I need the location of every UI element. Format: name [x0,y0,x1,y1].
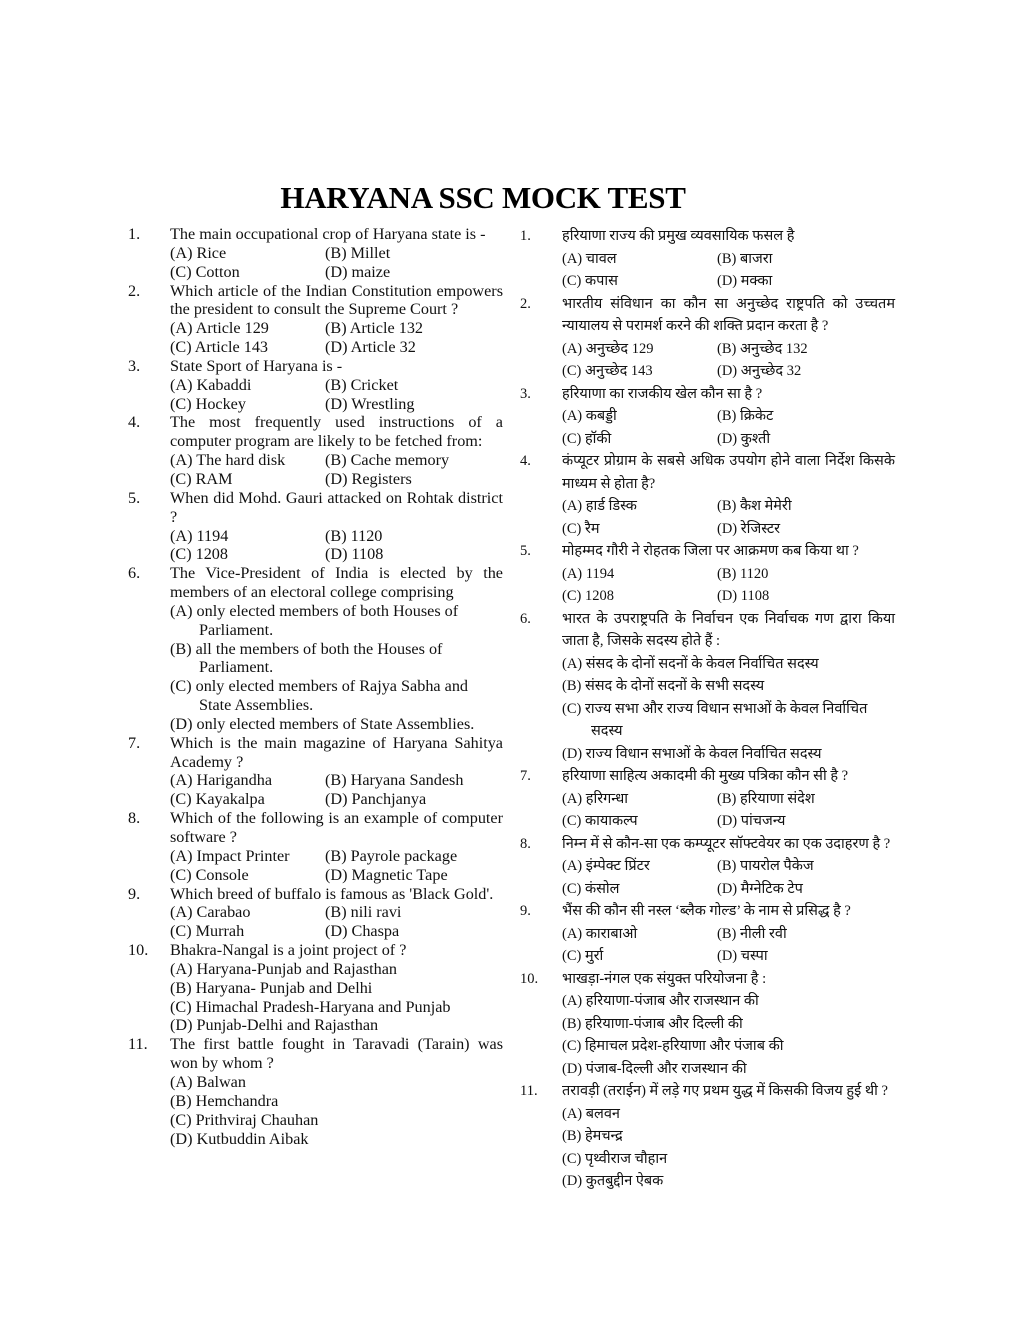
answer-option: (B) हरियाणा संदेश [717,790,815,807]
question-number: 2. [520,295,531,312]
question-item [128,564,503,734]
answer-option: (D) Article 32 [325,338,416,357]
answer-option: (A) बलवन [562,1105,620,1122]
answer-option: (C) कपास [562,273,618,289]
answer-option: (C) Kayakalpa [170,790,265,809]
question-text: हरियाणा साहित्य अकादमी की मुख्य पत्रिका कौन सी है ? [562,768,849,784]
question-item [520,833,895,901]
answer-option: (D) मक्का [717,273,773,289]
answer-option: (D) पांचजन्य [717,813,786,829]
answer-option: (C) हॉकी [562,430,612,447]
answer-option: (B) Payrole package [325,846,458,865]
question-text: The most frequently used instructions of a computer program are likely to be fetched from: [170,413,503,451]
question-text: Which article of the Indian Constitution empowers the president to consult the Supreme Court ? [170,281,503,319]
answer-option: (D) Wrestling [325,394,415,413]
options-group [562,338,895,383]
answer-option: (C) Console [170,865,249,884]
question-text: The first battle fought in Taravadi (Tarain) was won by whom ? [170,1035,503,1073]
answer-option: (B) नीली रवी [717,925,787,942]
answer-option: (B) क्रिकेट [717,408,774,424]
answer-option: (D) चस्पा [717,948,768,964]
answer-option: (D) Panchjanya [325,790,427,809]
question-number: 5. [520,543,531,559]
question-item [520,383,895,451]
page-title: HARYANA SSC MOCK TEST [280,180,686,215]
options-group [170,960,503,1035]
answer-option: (B) बाजरा [717,250,773,267]
answer-option: (B) संसद के दोनों सदनों के सभी सदस्य [562,678,765,694]
answer-option: (A) Article 129 [170,319,269,338]
answer-option: (B) कैश मेमेरी [717,498,792,514]
answer-option: (B) 1120 [325,526,383,545]
question-text: When did Mohd. Gauri attacked on Rohtak district ? [170,488,503,526]
question-number: 7. [128,733,141,752]
answer-option: (B) हरियाणा-पंजाब और दिल्ली की [562,1015,743,1032]
answer-option: (B) Hemchandra [170,1091,279,1110]
answer-option: (A) कबड्डी [562,408,617,424]
answer-option: (D) Chaspa [325,922,400,941]
options-group [562,923,895,968]
english-column [128,225,503,1148]
answer-option: (A) चावल [562,250,617,267]
answer-option: (C) पृथ्वीराज चौहान [562,1150,668,1167]
question-number: 9. [520,903,531,919]
options-group [562,405,895,450]
question-item [520,608,895,766]
question-text: तरावड़ी (तराईन) में लड़े गए प्रथम युद्ध में किसकी विजय हुई थी ? [562,1083,888,1099]
answer-option: (C) कंसोल [562,880,620,897]
question-number: 11. [520,1083,538,1099]
answer-option: (A) Harigandha [170,771,273,790]
answer-option: (C) कायाकल्प [562,813,638,829]
options-group [170,376,503,414]
answer-option: (B) Haryana- Punjab and Delhi [170,978,373,997]
question-item [520,765,895,833]
options-group [562,1103,895,1193]
answer-option: (D) मैग्नेटिक टेप [717,880,803,897]
question-number: 3. [128,356,141,375]
question-text: State Sport of Haryana is - [170,356,343,375]
answer-option: (D) कुतबुद्दीन ऐबक [562,1173,664,1189]
answer-option: (A) काराबाओ [562,925,638,942]
question-text: भारतीय संविधान का कौन सा अनुच्छेद राष्ट्रपति को उच्चतम न्यायालय से परामर्श करने की शक्ति प्रदान करता है ? [562,295,895,334]
question-item [520,968,895,1081]
answer-option: (B) Cache memory [325,451,450,470]
answer-option: (B) पायरोल पैकेज [717,858,814,874]
answer-option: (D) अनुच्छेद 32 [717,363,802,379]
answer-option: (C) only elected members of Rajya Sabha and State Assemblies. [170,677,469,715]
answer-option: (A) Carabao [170,903,251,922]
question-number: 6. [128,564,141,583]
question-text: हरियाणा का राजकीय खेल कौन सा है ? [562,385,763,402]
options-group [170,1073,503,1148]
answer-option: (C) 1208 [170,545,228,564]
options-group [170,771,503,809]
answer-option: (A) Balwan [170,1072,246,1091]
question-text: भैंस की कौन सी नस्ल ‘ब्लैक गोल्ड’ के नाम से प्रसिद्ध है ? [562,903,851,919]
question-text: निम्न में से कौन-सा एक कम्प्यूटर सॉफ्टवेयर का एक उदाहरण है ? [562,835,891,852]
question-item [128,941,503,1035]
answer-option: (C) Prithviraj Chauhan [170,1110,319,1129]
options-group [170,847,503,885]
question-item [128,489,503,564]
answer-option: (A) only elected members of both Houses of Parliament. [170,601,459,639]
answer-option: (B) अनुच्छेद 132 [717,340,808,357]
answer-option: (C) अनुच्छेद 143 [562,363,653,379]
question-text: हरियाणा राज्य की प्रमुख व्यवसायिक फसल है [562,228,795,244]
question-number: 10. [520,970,539,987]
answer-option: (A) 1194 [562,565,615,582]
answer-option: (C) मुर्रा [562,948,604,964]
answer-option: (B) nili ravi [325,903,402,922]
answer-option: (A) हार्ड डिस्क [562,498,637,514]
question-item [520,900,895,968]
question-item [128,734,503,809]
options-group [170,451,503,489]
question-text: Which is the main magazine of Haryana Sahitya Academy ? [170,733,503,771]
question-number: 3. [520,385,531,402]
question-item [520,450,895,540]
options-group [562,855,895,900]
answer-option: (A) अनुच्छेद 129 [562,340,654,357]
answer-option: (C) Hockey [170,394,246,413]
options-group [170,319,503,357]
question-item [128,357,503,414]
answer-option: (A) 1194 [170,526,229,545]
answer-option: (A) Kabaddi [170,375,252,394]
question-text: The main occupational crop of Haryana state is - [170,225,486,243]
question-number: 1. [520,228,531,244]
answer-option: (B) Haryana Sandesh [325,771,464,790]
answer-option: (D) Kutbuddin Aibak [170,1129,309,1148]
answer-option: (C) Cotton [170,262,240,281]
question-text: The Vice-President of India is elected by the members of an electoral college comprising [170,564,503,602]
answer-option: (A) The hard disk [170,451,286,470]
options-group [562,788,895,833]
question-item [128,809,503,884]
options-group [170,602,503,734]
question-text: Which breed of buffalo is famous as 'Black Gold'. [170,884,494,903]
question-number: 5. [128,488,141,507]
answer-option: (A) संसद के दोनों सदनों के केवल निर्वाचित सदस्य [562,655,819,672]
answer-option: (D) राज्य विधान सभाओं के केवल निर्वाचित सदस्य [562,745,822,762]
question-item [520,293,895,383]
answer-option: (C) Article 143 [170,338,269,357]
question-item [128,413,503,488]
answer-option: (D) maize [325,262,391,281]
answer-option: (D) Punjab-Delhi and Rajasthan [170,1016,379,1035]
options-group [562,248,895,293]
options-group [562,990,895,1080]
answer-option: (B) all the members of both the Houses of Parliament. [170,639,443,677]
answer-option: (D) 1108 [325,545,384,564]
answer-option: (A) इंम्पेक्ट प्रिंटर [562,858,650,874]
question-text: मोहम्मद गौरी ने रोहतक जिला पर आक्रमण कब किया था ? [562,543,859,559]
options-group [170,244,503,282]
answer-option: (C) राज्य सभा और राज्य विधान सभाओं के केवल निर्वाचित सदस्य [562,700,868,739]
question-number: 8. [128,809,141,828]
answer-option: (D) पंजाब-दिल्ली और राजस्थान की [562,1060,747,1077]
answer-option: (D) रेजिस्टर [717,520,781,537]
question-number: 11. [128,1035,148,1054]
question-number: 7. [520,768,531,784]
answer-option: (B) Article 132 [325,319,424,338]
question-text: कंप्यूटर प्रोग्राम के सबसे अधिक उपयोग होने वाला निर्देश किसके माध्यम से होता है? [562,453,895,492]
answer-option: (D) Magnetic Tape [325,865,448,884]
answer-option: (C) RAM [170,469,233,488]
question-number: 2. [128,281,141,300]
answer-option: (A) Haryana-Punjab and Rajasthan [170,959,397,978]
answer-option: (A) हरियाणा-पंजाब और राजस्थान की [562,993,759,1009]
answer-option: (A) हरिगन्धा [562,790,628,807]
question-number: 6. [520,610,531,627]
options-group [170,527,503,565]
question-text: भाखड़ा-नंगल एक संयुक्त परियोजना है : [562,970,767,987]
answer-option: (C) हिमाचल प्रदेश-हरियाणा और पंजाब की [562,1038,784,1054]
question-number: 4. [520,453,531,469]
answer-option: (D) कुश्ती [717,430,771,447]
options-group [562,495,895,540]
question-number: 10. [128,941,149,960]
answer-option: (C) 1208 [562,588,614,604]
answer-option: (A) Rice [170,243,227,262]
hindi-column [520,225,895,1193]
answer-option: (D) only elected members of State Assemblies. [170,714,475,733]
question-text: भारत के उपराष्ट्रपति के निर्वाचन एक निर्वाचक गण द्वारा किया जाता है, जिसके सदस्य होते हैं : [562,610,895,649]
question-item [128,282,503,357]
answer-option: (D) Registers [325,469,412,488]
options-group [170,903,503,941]
answer-option: (B) Millet [325,243,391,262]
question-number: 8. [520,835,531,852]
question-text: Which of the following is an example of computer software ? [170,809,503,846]
question-number: 4. [128,413,141,432]
answer-option: (C) Murrah [170,922,245,941]
answer-option: (D) 1108 [717,588,770,604]
answer-option: (C) Himachal Pradesh-Haryana and Punjab [170,997,451,1016]
options-group [562,563,895,608]
answer-option: (A) Impact Printer [170,846,290,865]
answer-option: (B) 1120 [717,565,769,582]
question-text: Bhakra-Nangal is a joint project of ? [170,941,407,960]
question-item [520,540,895,608]
question-item [128,1035,503,1148]
answer-option: (C) रैम [562,520,600,537]
answer-option: (B) Cricket [325,375,399,394]
question-item [128,225,503,282]
question-item [520,225,895,293]
question-item [520,1080,895,1193]
question-item [128,885,503,942]
question-number: 1. [128,225,141,243]
options-group [562,653,895,766]
question-number: 9. [128,884,141,903]
answer-option: (B) हेमचन्द्र [562,1128,623,1144]
